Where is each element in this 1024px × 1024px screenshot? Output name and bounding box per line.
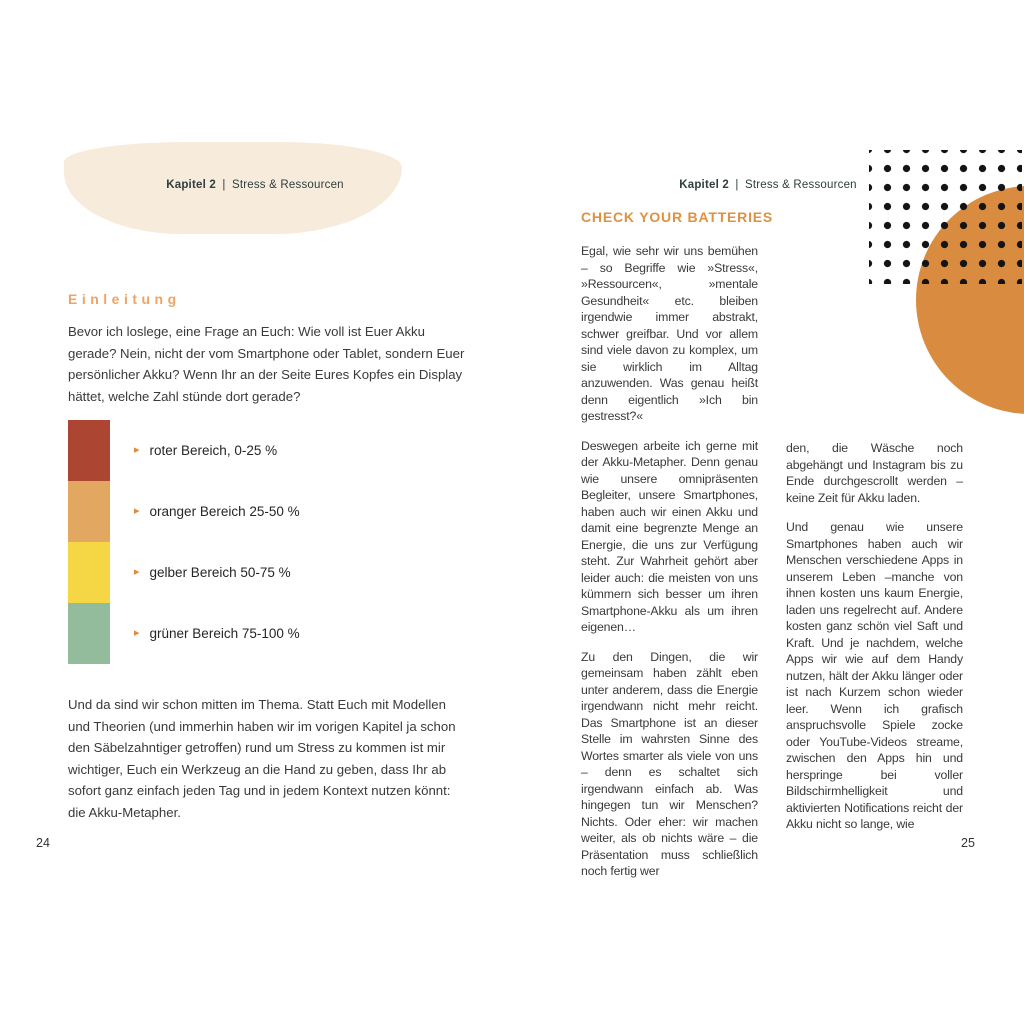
battery-level-label: grüner Bereich 75-100 % [149,626,300,641]
chapter-label: Kapitel 2 [166,179,216,191]
column1-paragraph: Egal, wie sehr wir uns bemühen – so Begriffe wie »Stress«, »Ressourcen«, »mentale Gesundheit« etc. bleiben irgendwie immer abstrakt, schwer greifbar. Und vor allem sind viele davon zu komplex, um sie wirklich im Alltag anzuwenden. Was genau heißt denn eigentlich »Ich bin gestresst?« [581,244,758,423]
battery-level-label: roter Bereich, 0-25 % [149,443,278,458]
intro-paragraph: Bevor ich loslege, eine Frage an Euch: Wie voll ist Euer Akku gerade? Nein, nicht der vom Smartphone oder Tablet, sondern Euer persönlicher Akku? Wenn Ihr an der Seite Eures Kopfes ein Display hättet, welche Zahl stünde dort gerade? [68,324,465,404]
triangle-bullet-icon: ▸ [134,566,140,578]
swatch-yellow [68,542,110,603]
battery-level-list [134,420,300,664]
triangle-bullet-icon: ▸ [134,444,140,456]
dot-grid-decoration [869,150,1022,284]
battery-level-item [134,420,300,481]
section-label: Stress & Ressourcen [744,179,857,191]
battery-level-label: oranger Bereich 25-50 % [149,504,300,519]
swatch-green [68,603,110,664]
heading-einleitung: Einleitung [68,291,181,307]
closing-paragraph: Und da sind wir schon mitten im Thema. Statt Euch mit Modellen und Theorien (und immerhin haben wir im vorigen Kapitel ja schon den Säbelzahntiger getroffen) rund um Stress zu kommen ist mir wichtiger, Euch ein Werkzeug an die Hand zu geben, dass Ihr ab sofort ganz einfach jeden Tag und in jedem Kontext nutzen könnt: die Akku-Metapher. [68,697,456,820]
battery-level-item [134,542,300,603]
column1-paragraph: Zu den Dingen, die wir gemeinsam haben zählt eben unter anderem, dass die Energie irgendwann nicht mehr reicht. Das Smartphone ist an dieser Stelle im wahrsten Sinne des Wortes smarter als viele von uns – denn es schaltet sich irgendwann einfach ab. Was hingegen tun wir Menschen? Nichts. Oder eher: wir machen weiter, als ob nichts wäre – die Präsentation muss schließlich noch fertig wer [581,649,758,878]
triangle-bullet-icon: ▸ [134,505,140,517]
column2-paragraph: den, die Wäsche noch abgehängt und Instagram bis zu Ende durchgescrollt werden – keine Zeit für Akku laden. [786,441,963,505]
header-divider: | [222,179,226,191]
chapter-header-left [68,179,442,191]
chapter-header-right [581,179,955,191]
swatch-orange [68,481,110,542]
battery-level-item [134,481,300,542]
swatch-red [68,420,110,481]
battery-color-scale [68,420,110,664]
header-divider: | [735,179,739,191]
battery-level-item [134,603,300,664]
column2-paragraph: Und genau wie unsere Smartphones haben auch wir Menschen verschiedene Apps in unserem Leben –manche von ihnen kosten uns kaum Energie, laden uns regelrecht auf. Andere kosten ganz schön viel Saft und Kraft. Und je nachdem, welche Apps wir wie auf dem Handy nutzen, hält der Akku länger oder ist nach Kurzem schon wieder leer. Wenn ich grafisch anspruchsvolle Spiele zocke oder YouTube-Videos streame, zwischen den Apps hin und herspringe bei voller Bildschirmhelligkeit und aktivierten Notifications reicht der Akku nicht so lange, wie [786,520,963,831]
column1-paragraph: Deswegen arbeite ich gerne mit der Akku-Metapher. Denn genau wie unsere omnipräsenten Begleiter, unsere Smartphones, haben auch wir einen Akku und damit eine begrenzte Menge an Energie, die uns zur Verfügung steht. Zur Wahrheit gehört aber leider auch: die meisten von uns kümmern sich besser um ihren Smartphone-Akku als um ihren eigenen… [581,438,758,634]
text-column-2 [786,440,963,846]
page-number-left: 24 [36,836,50,850]
battery-level-label: gelber Bereich 50-75 % [149,565,291,580]
chapter-label: Kapitel 2 [679,179,729,191]
page-number-right: 25 [961,836,975,850]
heading-check-your-batteries: CHECK YOUR BATTERIES [581,209,774,225]
text-column-1 [581,243,758,893]
section-label: Stress & Ressourcen [231,179,344,191]
triangle-bullet-icon: ▸ [134,627,140,639]
